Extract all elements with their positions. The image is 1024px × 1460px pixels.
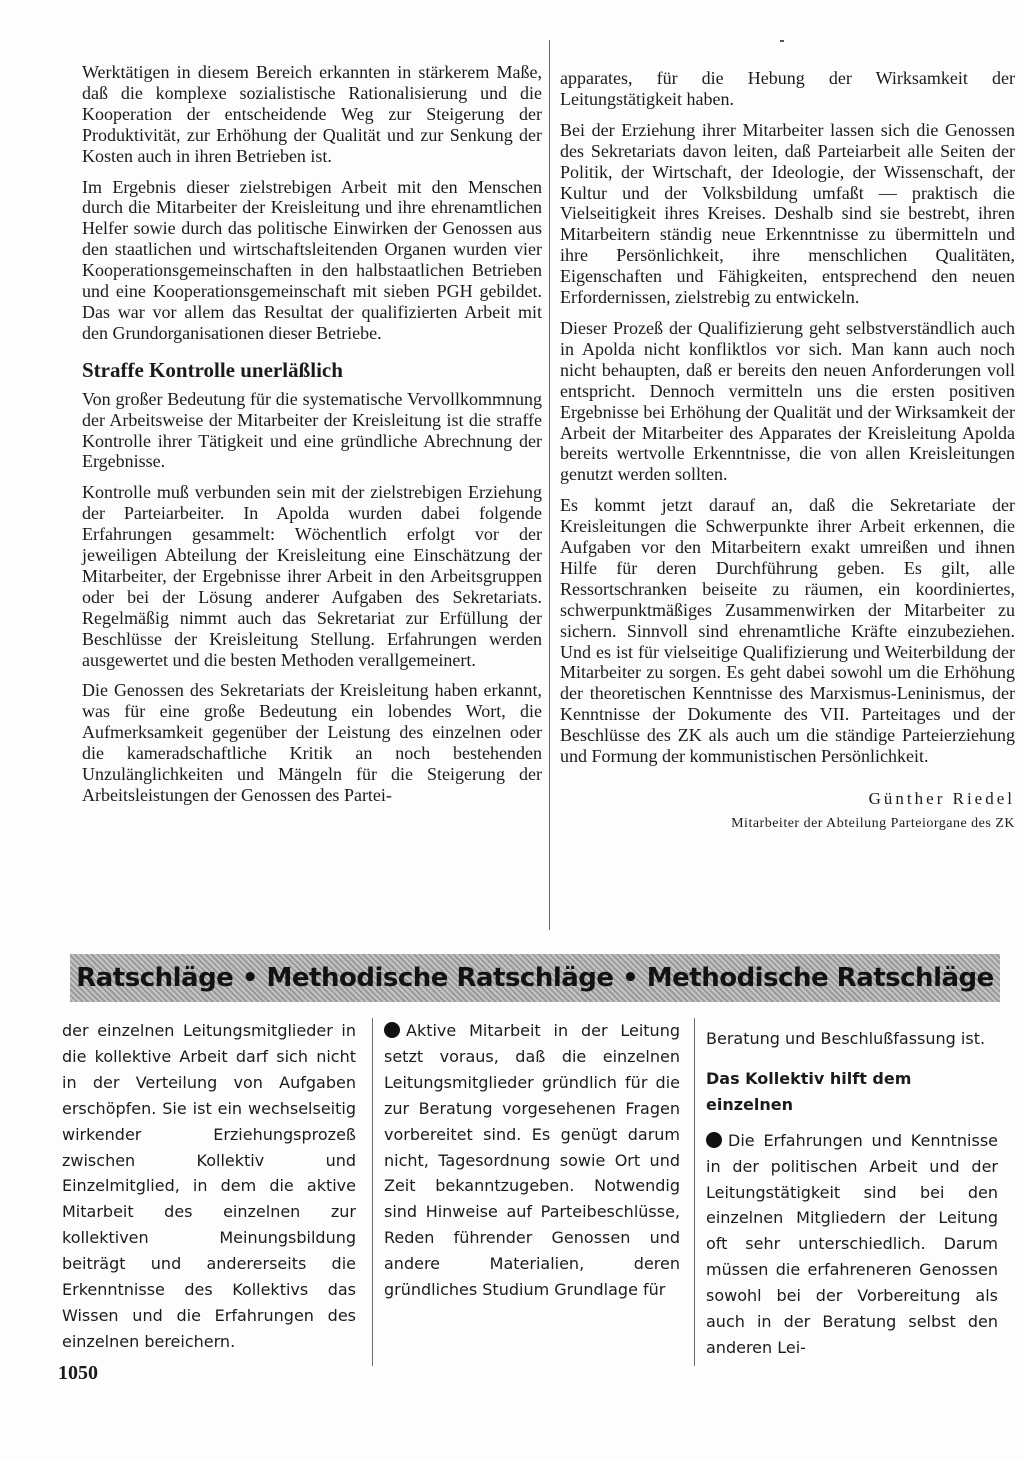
author-name: Günther Riedel (868, 789, 1015, 808)
paragraph-text: Die Erfahrungen und Kenntnisse in der politischen Arbeit und der Leitungstätigkeit sind bei den einzelnen Mitgliedern der Leitung oft sehr unterschiedlich. Darum müssen die erfahreneren Genossen sowohl bei der Vorbereitung als auch in der Beratung selbst den anderen Lei- (706, 1130, 998, 1357)
author-role: Mitarbeiter der Abteilung Parteiorgane des ZK (731, 815, 1015, 831)
section-subheading: Das Kollektiv hilft dem einzelnen (706, 1068, 912, 1114)
paragraph: Die Genossen des Sekretariats der Kreisleitung haben erkannt, was für eine große Bedeutung ein lobendes Wort, die Aufmerksamkeit gegenüber der Leistung des einzelnen oder die kameradschaftliche Kritik an noch bestehenden Unzulänglichkeiten und Mängeln für die Steigerung der Arbeitsleistungen der Genossen des Partei- (82, 680, 542, 805)
section-banner (70, 954, 1000, 1002)
bullet-icon (384, 1022, 400, 1038)
paragraph-text: Aktive Mitarbeit in der Leitung setzt voraus, daß die einzelnen Leitungsmitglieder gründlich für die zur Beratung vorgesehenen Fragen vorbereitet sind. Es genügt darum nicht, Tagesordnung sowie Ort und Zeit bekanntzugeben. Notwendig sind Hinweise auf Parteibeschlüsse, Reden führender Genossen und andere Materialien, deren gründliches Studium Grundlage für (384, 1021, 680, 1300)
paragraph: Dieser Prozeß der Qualifizierung geht selbstverständlich auch in Apolda nicht konfliktlos vor sich. Man kann auch noch nicht behaupten, daß er bereits den neuen Anforderungen voll entspricht. Dennoch vermitteln uns die ersten positiven Ergebnisse bei Erhöhung der Qualität und der Wirksamkeit der Arbeit der Mitarbeiter des Apparates der Kreisleitung Apolda bereits wertvolle Erkenntnisse, die von allen Kreisleitungen genutzt werden sollten. (560, 317, 1015, 485)
banner-text: Ratschläge • Methodische Ratschläge • Methodische Ratschläge (76, 963, 994, 993)
top-right-column (560, 68, 1015, 835)
bullet-icon (706, 1132, 722, 1148)
bottom-middle-column (384, 1018, 680, 1303)
paragraph: der einzelnen Leitungsmitglieder in die kollektive Arbeit darf sich nicht in der Verteilung von Aufgaben erschöpfen. Sie ist ein wechselseitig wirkender Erziehungsprozeß zwischen Kollektiv und Einzelmitglied, in dem die aktive Mitarbeit des einzelnen zur kollektiven Meinungsbildung beiträgt und andererseits die Erkenntnisse des Kollektivs das Wissen und die Erfahrungen des einzelnen bereichern. (62, 1021, 356, 1351)
paragraph: Im Ergebnis dieser zielstrebigen Arbeit mit den Menschen durch die Mitarbeiter der Kreisleitung und ihre ehrenamtlichen Helfer sowie durch das politische Einwirken der Genossen aus den staatlichen und wirtschaftsleitenden Organen wurden vier Kooperationsgemeinschaften in den halbstaatlichen Betrieben und eine Kooperationsgemeinschaft mit sieben PGH gebildet. Das war vor allem das Resultat der qualifizierten Arbeit mit den Grundorganisationen dieser Betriebe. (82, 176, 542, 343)
column-divider (549, 40, 550, 930)
paragraph: Es kommt jetzt darauf an, daß die Sekretariate der Kreisleitungen die Schwerpunkte ihrer Arbeit erkennen, die Aufgaben vor den Mitarbeitern exakt umreißen und ihnen Hilfe für deren Durchführung geben. Es gilt, alle Ressortschranken beiseite zu räumen, ein koordiniertes, schwerpunktmäßiges Zusammenwirken der Mitarbeiter zu sichern. Sinnvoll sind ehrenamtliche Kräfte einzubeziehen. Und es ist für vielseitige Qualifizierung und Weiterbildung der Mitarbeiter zu sorgen. Es geht dabei sowohl um die Erhöhung der theoretischen Kenntnisse des Marxismus-Leninismus, der Kenntnisse der Dokumente des VII. Parteitages und der Beschlüsse des ZK als auch um die ständige Parteierziehung und Formung der kommunistischen Persönlichkeit. (560, 495, 1015, 767)
paragraph: apparates, für die Hebung der Wirksamkeit der Leitungstätigkeit haben. (560, 68, 1015, 109)
page-number: 1050 (58, 1362, 98, 1384)
paragraph (706, 1128, 998, 1361)
paragraph: Beratung und Beschlußfassung ist. (706, 1029, 986, 1048)
section-subheading: Straffe Kontrolle unerläßlich (82, 357, 343, 382)
print-speck (780, 40, 784, 42)
paragraph: Von großer Bedeutung für die systematische Vervollkommnung der Arbeitsweise der Mitarbeiter der Kreisleitung ist die straffe Kontrolle ihrer Tätigkeit und eine gründliche Abrechnung der Ergebnisse. (82, 388, 542, 472)
bottom-left-column (62, 1018, 356, 1355)
paragraph: Bei der Erziehung ihrer Mitarbeiter lassen sich die Genossen des Sekretariats davon leiten, daß Parteiarbeit alle Seiten der Politik, der Wirtschaft, der Ideologie, der Wissenschaft, der Kultur und der Volksbildung umfaßt — praktisch die Vielseitigkeit ihres Kreises. Deshalb sind sie bestrebt, ihren Mitarbeitern ständig neue Erkenntnisse zu übermitteln und ihre Persönlichkeit, ihre menschlichen Qualitäten, Eigenschaften und Fähigkeiten, entsprechend den neuen Erfordernissen, zielstrebig zu entwickeln. (560, 119, 1015, 308)
column-divider (694, 1018, 695, 1366)
column-divider (372, 1018, 373, 1366)
paragraph: Werktätigen in diesem Bereich erkannten in stärkerem Maße, daß die komplexe sozialistische Rationalisierung und die Kooperation der entscheidende Weg zur Steigerung der Produktivität, zur Erhöhung der Qualität und zur Senkung der Kosten auch in ihren Betrieben ist. (82, 62, 542, 166)
bottom-right-column (706, 1026, 998, 1361)
top-left-column (82, 62, 542, 806)
paragraph: Kontrolle muß verbunden sein mit der zielstrebigen Erziehung der Parteiarbeiter. In Apolda wurden dabei folgende Erfahrungen gesammelt: Wöchentlich erfolgt vor der jeweiligen Abteilung der Kreisleitung eine Einschätzung der Mitarbeiter, der Ergebnisse ihrer Arbeit in den Arbeitsgruppen oder bei der Lösung anderer Aufgaben des Sekretariats. Regelmäßig nimmt auch das Sekretariat zur Erfüllung der Beschlüsse der Kreisleitung Stellung. Erfahrungen werden ausgewertet und die besten Methoden verallgemeinert. (82, 482, 542, 670)
paragraph (384, 1018, 680, 1303)
